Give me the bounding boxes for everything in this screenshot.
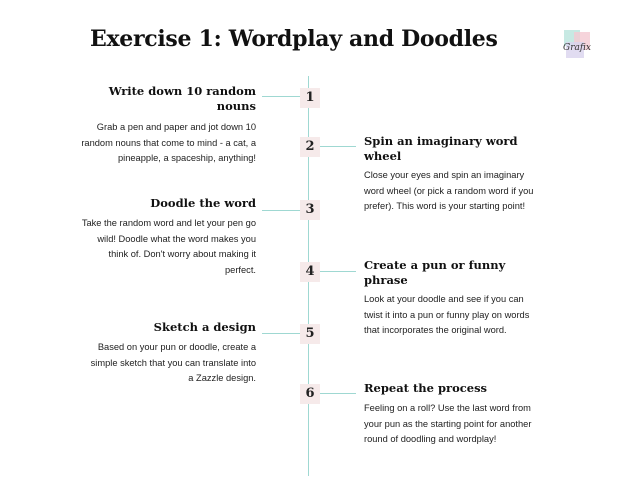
step-text-4: Look at your doodle and see if you can twist it into a pun or funny play on words that incorporates the original word. bbox=[364, 294, 530, 335]
step-text-6: Feeling on a roll? Use the last word from your pun as the starting point for another round of doodling and wordplay! bbox=[364, 403, 532, 444]
step-heading-5: Sketch a design bbox=[153, 320, 256, 334]
connector-4 bbox=[320, 271, 356, 272]
step-heading-4: Create a pun or funny phrase bbox=[364, 258, 506, 287]
connector-5 bbox=[262, 333, 300, 334]
connector-3 bbox=[262, 210, 300, 211]
step-text-1: Grab a pen and paper and jot down 10 random nouns that come to mind - a cat, a pineapple, a spaceship, anything! bbox=[81, 122, 256, 163]
grafix-logo bbox=[560, 28, 594, 64]
step-number-4: 4 bbox=[300, 262, 320, 282]
connector-2 bbox=[320, 146, 356, 147]
step-number-1: 1 bbox=[300, 88, 320, 108]
page-title: Exercise 1: Wordplay and Doodles bbox=[90, 26, 498, 52]
step-number-5: 5 bbox=[300, 324, 320, 344]
step-heading-1: Write down 10 random nouns bbox=[108, 84, 256, 113]
step-number-3: 3 bbox=[300, 200, 320, 220]
step-heading-2: Spin an imaginary word wheel bbox=[364, 134, 518, 163]
step-text-2: Close your eyes and spin an imaginary word wheel (or pick a random word if you prefer). This word is your starting point! bbox=[364, 170, 534, 211]
step-number-6: 6 bbox=[300, 384, 320, 404]
connector-1 bbox=[262, 96, 300, 97]
logo-text: Grafix bbox=[563, 43, 591, 53]
step-text-5: Based on your pun or doodle, create a simple sketch that you can translate into a Zazzle design. bbox=[90, 342, 256, 383]
step-heading-3: Doodle the word bbox=[150, 196, 256, 210]
connector-6 bbox=[320, 393, 356, 394]
step-text-3: Take the random word and let your pen go wild! Doodle what the word makes you think of. Don't worry about making it perfect. bbox=[81, 218, 256, 275]
step-heading-6: Repeat the process bbox=[364, 381, 488, 395]
step-number-2: 2 bbox=[300, 137, 320, 157]
